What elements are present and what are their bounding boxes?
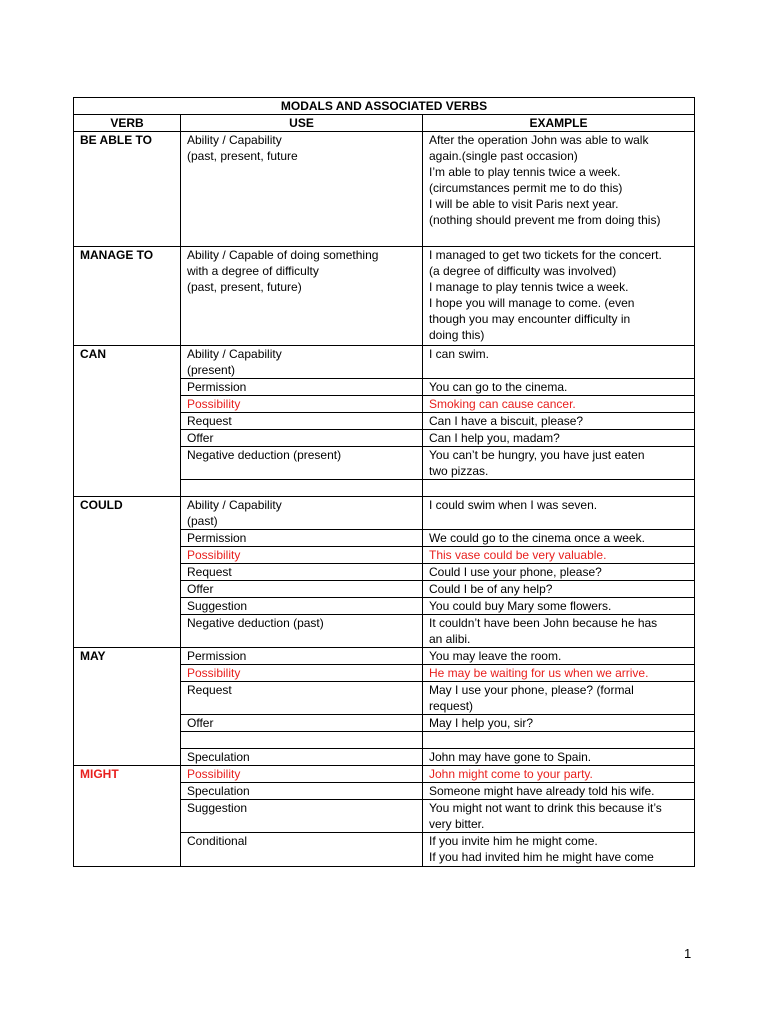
example-cell: Could I be of any help? [423,581,695,598]
example-cell [423,800,695,833]
use-cell: Speculation [181,749,423,766]
use-line: (past, present, future [187,149,298,163]
example-cell: Can I help you, madam? [423,430,695,447]
example-cell: I could swim when I was seven. [423,497,695,530]
table-row [74,247,695,346]
use-line: Ability / Capable of doing something [187,248,379,262]
table-row [74,766,695,783]
example-line: I hope you will manage to come. (even [429,296,635,310]
example-line: I managed to get two tickets for the concert. [429,248,662,262]
example-line: May I use your phone, please? (formal [429,683,634,697]
example-line: It couldn’t have been John because he has [429,616,658,630]
header-verb: VERB [74,115,181,132]
use-cell [181,497,423,530]
empty-cell [181,480,423,497]
page-number: 1 [684,946,692,961]
empty-cell [181,732,423,749]
example-cell: John might come to your party. [423,766,695,783]
table-row [74,346,695,379]
example-line: an alibi. [429,632,471,646]
use-cell [181,132,423,247]
example-cell: We could go to the cinema once a week. [423,530,695,547]
example-cell [423,346,695,379]
example-cell: Can I have a biscuit, please? [423,413,695,430]
example-cell: You may leave the room. [423,648,695,665]
header-row [74,115,695,132]
use-cell: Suggestion [181,800,423,833]
example-line: again.(single past occasion) [429,149,578,163]
use-line: Ability / Capability [187,347,282,361]
example-cell: You could buy Mary some flowers. [423,598,695,615]
example-line: After the operation John was able to walk [429,133,649,147]
modals-table [73,97,695,867]
example-cell [423,132,695,247]
example-line: If you invite him he might come. [429,834,598,848]
use-cell: Offer [181,430,423,447]
use-cell: Speculation [181,783,423,800]
use-cell: Permission [181,379,423,396]
example-cell [423,247,695,346]
example-line: very bitter. [429,817,485,831]
empty-cell [423,732,695,749]
use-line: (past) [187,514,218,528]
use-cell: Possibility [181,665,423,682]
example-cell: You can go to the cinema. [423,379,695,396]
example-line: I will be able to visit Paris next year. [429,197,619,211]
use-line: Ability / Capability [187,133,282,147]
use-line: Ability / Capability [187,498,282,512]
example-cell: John may have gone to Spain. [423,749,695,766]
use-cell: Offer [181,581,423,598]
use-cell: Permission [181,530,423,547]
example-line: doing this) [429,328,485,342]
table-row [74,648,695,665]
use-cell: Possibility [181,547,423,564]
use-cell: Possibility [181,396,423,413]
title-row [74,98,695,115]
use-line: (present) [187,363,236,377]
verb-manage-to: MANAGE TO [74,247,181,346]
example-cell: This vase could be very valuable. [423,547,695,564]
header-use: USE [181,115,423,132]
use-cell: Possibility [181,766,423,783]
use-cell [181,247,423,346]
verb-may: MAY [74,648,181,766]
empty-cell [423,480,695,497]
example-line: You can’t be hungry, you have just eaten [429,448,645,462]
table-row [74,132,695,247]
example-cell [423,447,695,480]
use-cell: Suggestion [181,598,423,615]
use-cell: Request [181,682,423,715]
example-line: If you had invited him he might have come [429,850,654,864]
example-cell [423,833,695,867]
verb-might: MIGHT [74,766,181,867]
use-cell: Negative deduction (past) [181,615,423,648]
example-cell: Could I use your phone, please? [423,564,695,581]
use-cell: Negative deduction (present) [181,447,423,480]
example-line: I’m able to play tennis twice a week. [429,165,621,179]
use-cell [181,346,423,379]
example-line: I manage to play tennis twice a week. [429,280,629,294]
use-cell: Request [181,413,423,430]
example-line: request) [429,699,474,713]
use-cell: Permission [181,648,423,665]
example-cell [423,615,695,648]
table-row [74,497,695,530]
verb-could: COULD [74,497,181,648]
example-line: I can swim. [429,347,490,361]
verb-can: CAN [74,346,181,497]
example-cell: Smoking can cause cancer. [423,396,695,413]
use-cell: Request [181,564,423,581]
use-cell: Conditional [181,833,423,867]
example-line: two pizzas. [429,464,489,478]
example-line: (a degree of difficulty was involved) [429,264,617,278]
use-cell: Offer [181,715,423,732]
use-line: with a degree of difficulty [187,264,319,278]
example-line: though you may encounter difficulty in [429,312,631,326]
table-title: MODALS AND ASSOCIATED VERBS [74,98,695,115]
example-cell [423,682,695,715]
verb-be-able-to: BE ABLE TO [74,132,181,247]
example-cell: He may be waiting for us when we arrive. [423,665,695,682]
example-cell: Someone might have already told his wife. [423,783,695,800]
example-line: (circumstances permit me to do this) [429,181,623,195]
example-line: (nothing should prevent me from doing this) [429,213,661,227]
use-line: (past, present, future) [187,280,302,294]
header-example: EXAMPLE [423,115,695,132]
example-cell: May I help you, sir? [423,715,695,732]
example-line: You might not want to drink this because it’s [429,801,662,815]
